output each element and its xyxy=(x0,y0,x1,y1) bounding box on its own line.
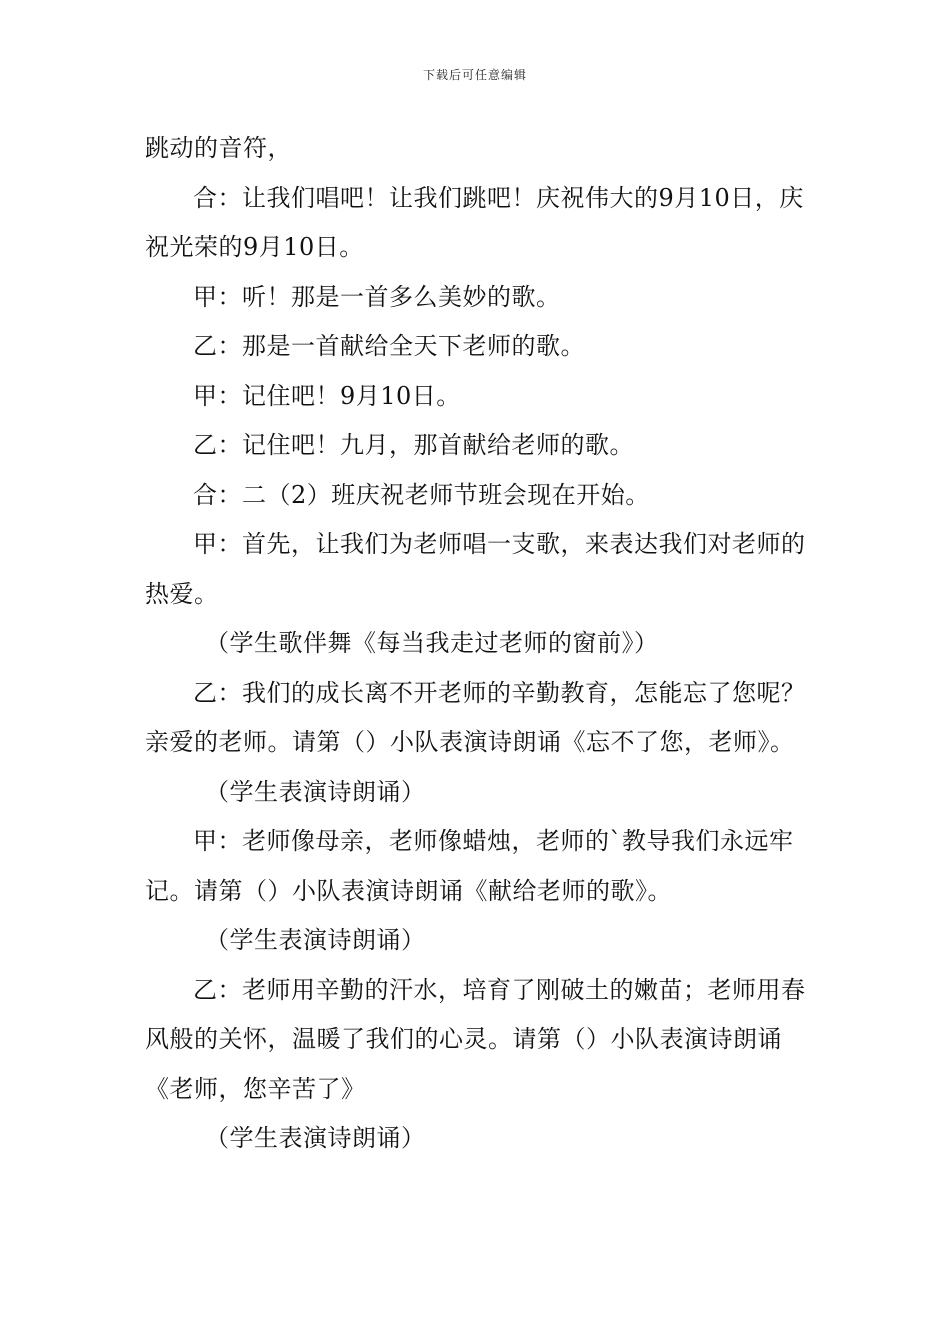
paragraph-line: 甲：记住吧！9月10日。 xyxy=(193,381,461,410)
stage-direction: （学生歌伴舞《每当我走过老师的窗前》） xyxy=(205,629,659,657)
paragraph-line: 甲：首先，让我们为老师唱一支歌，来表达我们对老师的热爱。 xyxy=(145,530,806,608)
paragraph-line: 乙：我们的成长离不开老师的辛勤教育，怎能忘了您呢？亲爱的老师。请第（）小队表演诗朗诵《忘不了您，老师》。 xyxy=(145,678,806,756)
stage-direction: （学生表演诗朗诵） xyxy=(205,1124,426,1152)
stage-direction: （学生表演诗朗诵） xyxy=(205,777,426,806)
paragraph-line: 合：二（2）班庆祝老师节班会现在开始。 xyxy=(193,480,650,509)
page-header: 下载后可任意编辑 xyxy=(422,68,527,82)
paragraph-line: 甲：老师像母亲，老师像蜡烛，老师的`教导我们永远牢记。请第（）小队表演诗朗诵《献给老师的歌》。 xyxy=(145,827,794,905)
paragraph-line: 合：让我们唱吧！让我们跳吧！庆祝伟大的9月10日，庆祝光荣的9月10日。 xyxy=(145,183,804,261)
paragraph-line: 乙：老师用辛勤的汗水，培育了刚破土的嫩苗；老师用春风般的关怀，温暖了我们的心灵。请第（）小队表演诗朗诵《老师，您辛苦了》 xyxy=(145,975,806,1103)
stage-direction: （学生表演诗朗诵） xyxy=(205,926,426,954)
paragraph-continuation: 跳动的音符， xyxy=(145,134,292,162)
document-body xyxy=(145,124,810,1164)
paragraph-line: 乙：那是一首献给全天下老师的歌。 xyxy=(193,332,585,360)
paragraph-line: 乙：记住吧！九月，那首献给老师的歌。 xyxy=(193,431,634,459)
paragraph-line: 甲：听！那是一首多么美妙的歌。 xyxy=(193,282,561,311)
